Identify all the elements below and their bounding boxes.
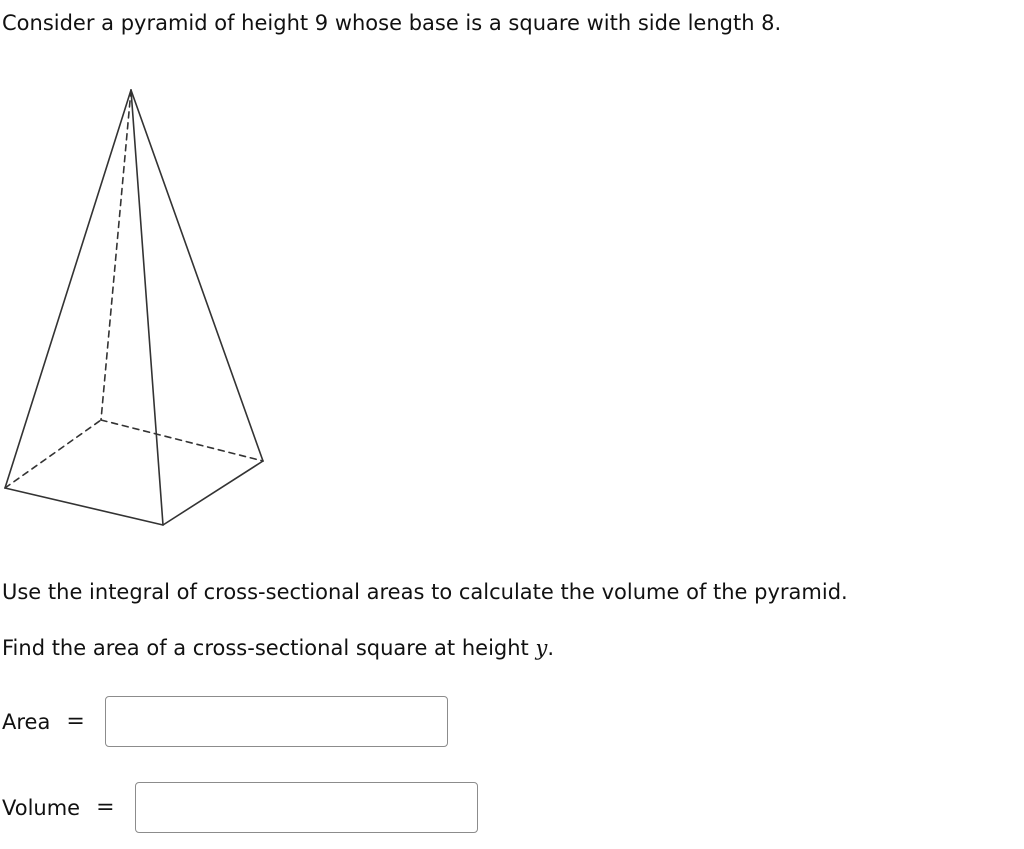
volume-input[interactable] bbox=[135, 782, 478, 833]
edge-apex-right bbox=[131, 90, 263, 461]
hidden-edge-left-back bbox=[5, 420, 101, 488]
area-answer-row bbox=[2, 696, 448, 747]
edge-left-front bbox=[5, 488, 163, 525]
instruction-volume: Use the integral of cross-sectional areas to calculate the volume of the pyramid. bbox=[2, 580, 848, 604]
edge-apex-front bbox=[131, 90, 163, 525]
variable-y: y bbox=[535, 636, 548, 660]
instruction-area-suffix: . bbox=[547, 636, 555, 660]
edge-apex-left bbox=[5, 90, 131, 488]
instruction-area-prefix: Find the area of a cross-sectional square at height bbox=[2, 636, 536, 660]
volume-label: Volume bbox=[2, 795, 81, 820]
volume-answer-row bbox=[2, 782, 478, 833]
problem-statement: Consider a pyramid of height 9 whose base is a square with side length 8. bbox=[2, 11, 782, 35]
instruction-area bbox=[2, 635, 554, 661]
area-label: Area bbox=[2, 709, 51, 734]
area-input[interactable] bbox=[105, 696, 448, 747]
volume-equals-sign: = bbox=[96, 795, 115, 820]
edge-front-right bbox=[163, 461, 263, 525]
pyramid-figure bbox=[0, 80, 280, 540]
hidden-edge-back-right bbox=[101, 420, 263, 461]
area-equals-sign: = bbox=[66, 709, 85, 734]
